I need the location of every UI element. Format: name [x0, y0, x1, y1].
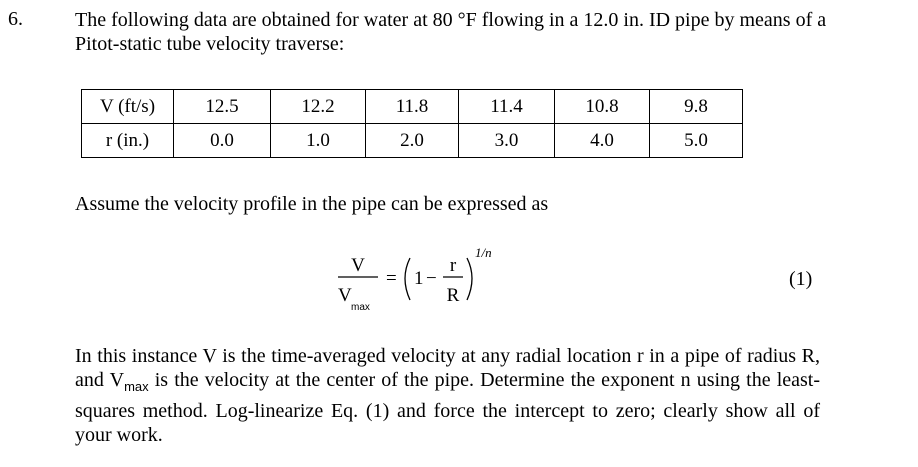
problem-paragraph — [75, 344, 820, 447]
radius-cell: 4.0 — [555, 124, 650, 158]
radius-header: r (in.) — [82, 124, 174, 158]
eq-equals-sign: = — [386, 268, 397, 289]
eq-minus: − — [426, 268, 437, 289]
paragraph-part2: is the velocity at the center of the pipe. Determine the exponent n using the least-squares method. Log-linearize Eq. (1) and force the intercept to zero; clearly show all of your work. — [75, 369, 821, 446]
velocity-cell: 11.4 — [459, 90, 555, 124]
velocity-cell: 12.2 — [271, 90, 366, 124]
eq-exponent: 1/n — [475, 245, 492, 260]
paragraph-part1: In this instance V is the time-averaged velocity at any radial location r in a pipe of radius R, and V — [75, 345, 820, 391]
radius-cell: 0.0 — [174, 124, 271, 158]
velocity-header: V (ft/s) — [82, 90, 174, 124]
problem-number: 6. — [8, 8, 23, 30]
eq-r-denominator: R — [446, 285, 460, 306]
radius-cell: 3.0 — [459, 124, 555, 158]
velocity-cell: 9.8 — [650, 90, 743, 124]
eq-lhs-numerator: V — [351, 255, 365, 276]
paragraph-subscript-max: max — [124, 379, 149, 394]
eq-left-paren — [405, 258, 410, 300]
eq-lhs-denominator: V — [338, 285, 352, 306]
equation-number: (1) — [789, 268, 813, 290]
table-row-velocity — [82, 90, 743, 124]
radius-cell: 1.0 — [271, 124, 366, 158]
velocity-cell: 10.8 — [555, 90, 650, 124]
radius-cell: 5.0 — [650, 124, 743, 158]
velocity-cell: 12.5 — [174, 90, 271, 124]
velocity-profile-equation — [330, 240, 570, 320]
problem-intro: The following data are obtained for water at 80 °F flowing in a 12.0 in. ID pipe by means of a Pitot-static tube velocity traverse: — [75, 9, 827, 55]
eq-one: 1 — [414, 268, 424, 289]
assume-text: Assume the velocity profile in the pipe can be expressed as — [75, 193, 549, 215]
eq-r-numerator: r — [449, 255, 457, 276]
table-row-radius — [82, 124, 743, 158]
eq-lhs-denominator-sub: max — [351, 302, 370, 313]
data-table — [81, 89, 743, 158]
velocity-cell: 11.8 — [366, 90, 459, 124]
radius-cell: 2.0 — [366, 124, 459, 158]
eq-right-paren — [467, 258, 472, 300]
